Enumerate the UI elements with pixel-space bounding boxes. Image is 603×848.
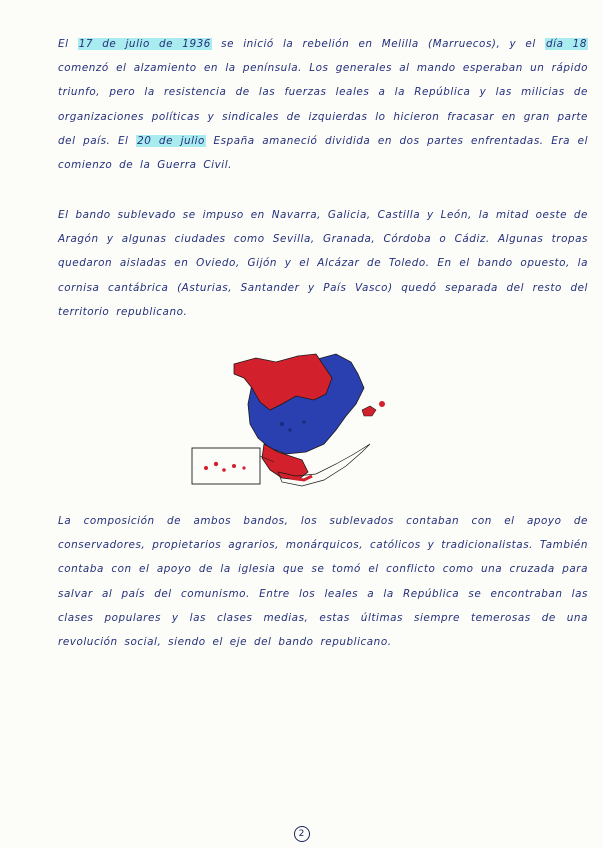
page-number	[0, 826, 603, 842]
highlight-date-1: 17 de julio de 1936	[78, 38, 211, 50]
map-canary-inset	[192, 448, 260, 484]
highlight-date-2: día 18	[545, 38, 587, 50]
paragraph-1	[58, 32, 588, 177]
highlight-date-3: 20 de julio	[137, 134, 205, 147]
page-number-circle: 2	[294, 826, 310, 842]
map-balearic-islands	[362, 406, 376, 416]
p1-text-2: comenzó el alzamiento en la península. Los generales al mando esperaban un rápido triunfo, pero la resistencia de las fuerzas leales a la República y las milicias de organizaciones políticas y sindicales de izquierdas lo hicieron fracasar en gran parte del país. El	[58, 62, 588, 147]
spain-map-drawing	[186, 344, 406, 494]
p1-text-1: se inició la rebelión en Melilla (Marruecos), y el	[211, 38, 545, 50]
p1-prefix: El	[58, 38, 78, 50]
paragraph-3: La composición de ambos bandos, los sublevados contaban con el apoyo de conservadores, propietarios agrarios, monárquicos, católicos y tradicionalistas. También contaba con el apoyo de la iglesia que se tomó el conflicto como una cruzada para salvar al país del comunismo. Entre los leales a la República se encontraban las clases populares y las clases medias, estas últimas siempre temerosas de una revolución social, siendo el eje del bando republicano.	[58, 515, 588, 649]
paragraph-2: El bando sublevado se impuso en Navarra, Galicia, Castilla y León, la mitad oeste de Aragón y algunas ciudades como Sevilla, Granada, Córdoba o Cádiz. Algunas tropas quedaron aisladas en Oviedo, Gijón y el Alcázar de Toledo. En el bando opuesto, la cornisa cantábrica (Asturias, Santander y País Vasco) quedó separada del resto del territorio republicano.	[58, 209, 588, 318]
p1-text-3: España amaneció dividida en dos partes enfrentadas. Era el comienzo de la Guerra Civil.	[58, 134, 589, 172]
